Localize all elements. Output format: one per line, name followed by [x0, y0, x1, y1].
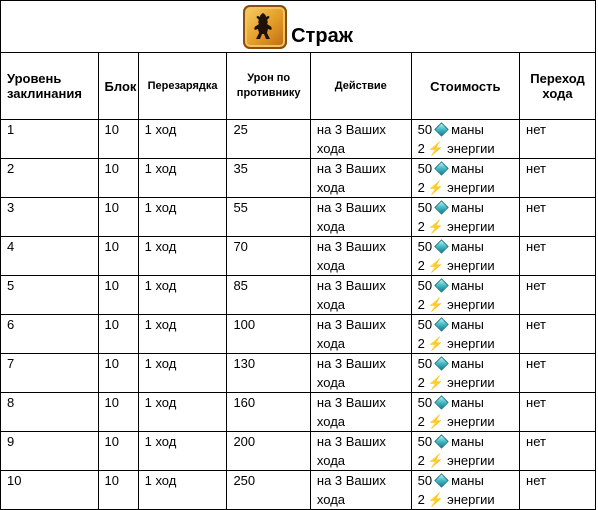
damage-cell: 35	[227, 159, 310, 198]
table-row	[1, 315, 596, 354]
turn-cell: нет	[520, 120, 596, 159]
energy-amount: 2	[417, 219, 425, 234]
mana-label: маны	[451, 161, 484, 176]
energy-cost	[418, 490, 519, 509]
action-cell: на 3 Ваших хода	[310, 393, 411, 432]
energy-label: энергии	[447, 453, 495, 468]
cost-cell	[411, 120, 519, 159]
action-cell: на 3 Ваших хода	[310, 159, 411, 198]
block-cell: 10	[98, 471, 138, 510]
level-cell: 4	[1, 237, 99, 276]
cost-cell	[411, 198, 519, 237]
mana-label: маны	[451, 317, 484, 332]
block-cell: 10	[98, 237, 138, 276]
mana-cost	[418, 471, 519, 490]
energy-amount: 2	[417, 375, 425, 390]
mana-gem-icon	[434, 278, 448, 292]
energy-cost	[418, 451, 519, 470]
mana-gem-icon	[434, 200, 448, 214]
cost-cell	[411, 276, 519, 315]
cooldown-cell: 1 ход	[138, 276, 227, 315]
block-cell: 10	[98, 393, 138, 432]
cooldown-cell: 1 ход	[138, 354, 227, 393]
energy-cost	[418, 412, 519, 431]
cooldown-cell: 1 ход	[138, 237, 227, 276]
cooldown-cell: 1 ход	[138, 393, 227, 432]
table-row	[1, 354, 596, 393]
block-cell: 10	[98, 276, 138, 315]
energy-amount: 2	[417, 336, 425, 351]
table-row	[1, 198, 596, 237]
action-cell: на 3 Ваших хода	[310, 120, 411, 159]
mana-cost	[418, 237, 519, 256]
action-cell: на 3 Ваших хода	[310, 198, 411, 237]
energy-amount: 2	[417, 453, 425, 468]
action-cell: на 3 Ваших хода	[310, 315, 411, 354]
block-cell: 10	[98, 315, 138, 354]
mana-amount: 50	[417, 278, 433, 293]
energy-bolt-icon: ⚡	[427, 258, 445, 273]
action-cell: на 3 Ваших хода	[310, 276, 411, 315]
table-row	[1, 432, 596, 471]
cost-cell	[411, 432, 519, 471]
energy-cost	[418, 295, 519, 314]
energy-cost	[418, 139, 519, 158]
table-header-row	[1, 53, 596, 120]
action-cell: на 3 Ваших хода	[310, 471, 411, 510]
level-cell: 8	[1, 393, 99, 432]
block-cell: 10	[98, 432, 138, 471]
cost-cell	[411, 159, 519, 198]
table-row	[1, 276, 596, 315]
action-cell: на 3 Ваших хода	[310, 237, 411, 276]
block-cell: 10	[98, 354, 138, 393]
damage-cell: 250	[227, 471, 310, 510]
turn-cell: нет	[520, 198, 596, 237]
turn-cell: нет	[520, 237, 596, 276]
mana-label: маны	[451, 122, 484, 137]
block-cell: 10	[98, 120, 138, 159]
energy-label: энергии	[447, 258, 495, 273]
cooldown-cell: 1 ход	[138, 159, 227, 198]
cooldown-cell: 1 ход	[138, 315, 227, 354]
mana-label: маны	[451, 278, 484, 293]
title-cell	[1, 1, 596, 53]
energy-bolt-icon: ⚡	[427, 453, 445, 468]
turn-cell: нет	[520, 276, 596, 315]
cooldown-cell: 1 ход	[138, 120, 227, 159]
mana-gem-icon	[434, 161, 448, 175]
mana-amount: 50	[417, 434, 433, 449]
block-cell: 10	[98, 159, 138, 198]
cost-cell	[411, 237, 519, 276]
cost-cell	[411, 315, 519, 354]
level-cell: 6	[1, 315, 99, 354]
damage-cell: 130	[227, 354, 310, 393]
mana-cost	[418, 354, 519, 373]
energy-bolt-icon: ⚡	[427, 375, 445, 390]
header-action: Действие	[310, 53, 411, 120]
cost-cell	[411, 471, 519, 510]
mana-amount: 50	[417, 122, 433, 137]
level-cell: 9	[1, 432, 99, 471]
turn-cell: нет	[520, 354, 596, 393]
title-block	[243, 5, 353, 49]
energy-amount: 2	[417, 297, 425, 312]
energy-cost	[418, 373, 519, 392]
mana-amount: 50	[417, 473, 433, 488]
turn-cell: нет	[520, 471, 596, 510]
mana-label: маны	[451, 239, 484, 254]
energy-label: энергии	[447, 414, 495, 429]
energy-cost	[418, 217, 519, 236]
cooldown-cell: 1 ход	[138, 471, 227, 510]
damage-cell: 85	[227, 276, 310, 315]
mana-amount: 50	[417, 356, 433, 371]
table-row	[1, 237, 596, 276]
energy-bolt-icon: ⚡	[427, 141, 445, 156]
mana-gem-icon	[434, 122, 448, 136]
energy-label: энергии	[447, 336, 495, 351]
mana-amount: 50	[417, 239, 433, 254]
table-row	[1, 471, 596, 510]
table-row	[1, 393, 596, 432]
mana-gem-icon	[434, 317, 448, 331]
block-cell: 10	[98, 198, 138, 237]
header-turn: Переход хода	[520, 53, 596, 120]
energy-bolt-icon: ⚡	[427, 414, 445, 429]
action-cell: на 3 Ваших хода	[310, 432, 411, 471]
energy-bolt-icon: ⚡	[427, 219, 445, 234]
energy-bolt-icon: ⚡	[427, 492, 445, 507]
energy-amount: 2	[417, 492, 425, 507]
mana-label: маны	[451, 200, 484, 215]
cost-cell	[411, 393, 519, 432]
damage-cell: 160	[227, 393, 310, 432]
damage-cell: 70	[227, 237, 310, 276]
mana-cost	[418, 315, 519, 334]
turn-cell: нет	[520, 315, 596, 354]
header-level: Уровень заклинания	[1, 53, 99, 120]
damage-cell: 25	[227, 120, 310, 159]
table-row	[1, 120, 596, 159]
mana-gem-icon	[434, 239, 448, 253]
level-cell: 1	[1, 120, 99, 159]
energy-amount: 2	[417, 414, 425, 429]
mana-cost	[418, 120, 519, 139]
level-cell: 10	[1, 471, 99, 510]
mana-gem-icon	[434, 434, 448, 448]
action-cell: на 3 Ваших хода	[310, 354, 411, 393]
energy-cost	[418, 334, 519, 353]
energy-label: энергии	[447, 219, 495, 234]
mana-label: маны	[451, 434, 484, 449]
mana-cost	[418, 159, 519, 178]
mana-gem-icon	[434, 395, 448, 409]
turn-cell: нет	[520, 393, 596, 432]
header-damage: Урон по противнику	[227, 53, 310, 120]
mana-gem-icon	[434, 356, 448, 370]
damage-cell: 55	[227, 198, 310, 237]
energy-cost	[418, 256, 519, 275]
level-cell: 5	[1, 276, 99, 315]
header-cost: Стоимость	[411, 53, 519, 120]
mana-label: маны	[451, 356, 484, 371]
mana-amount: 50	[417, 161, 433, 176]
cost-cell	[411, 354, 519, 393]
mana-label: маны	[451, 473, 484, 488]
mana-label: маны	[451, 395, 484, 410]
energy-label: энергии	[447, 297, 495, 312]
bear-icon	[243, 5, 287, 49]
header-block: Блок	[98, 53, 138, 120]
energy-label: энергии	[447, 141, 495, 156]
mana-cost	[418, 432, 519, 451]
level-cell: 7	[1, 354, 99, 393]
level-cell: 3	[1, 198, 99, 237]
turn-cell: нет	[520, 159, 596, 198]
header-cooldown: Перезарядка	[138, 53, 227, 120]
mana-cost	[418, 198, 519, 217]
energy-amount: 2	[417, 258, 425, 273]
energy-amount: 2	[417, 180, 425, 195]
mana-amount: 50	[417, 317, 433, 332]
energy-bolt-icon: ⚡	[427, 180, 445, 195]
cooldown-cell: 1 ход	[138, 432, 227, 471]
energy-bolt-icon: ⚡	[427, 336, 445, 351]
mana-cost	[418, 276, 519, 295]
energy-cost	[418, 178, 519, 197]
level-cell: 2	[1, 159, 99, 198]
energy-bolt-icon: ⚡	[427, 297, 445, 312]
energy-label: энергии	[447, 492, 495, 507]
damage-cell: 100	[227, 315, 310, 354]
mana-amount: 50	[417, 200, 433, 215]
damage-cell: 200	[227, 432, 310, 471]
cooldown-cell: 1 ход	[138, 198, 227, 237]
energy-label: энергии	[447, 375, 495, 390]
energy-label: энергии	[447, 180, 495, 195]
table-row	[1, 159, 596, 198]
energy-amount: 2	[417, 141, 425, 156]
turn-cell: нет	[520, 432, 596, 471]
page-title: Страж	[291, 24, 353, 47]
mana-cost	[418, 393, 519, 412]
mana-amount: 50	[417, 395, 433, 410]
